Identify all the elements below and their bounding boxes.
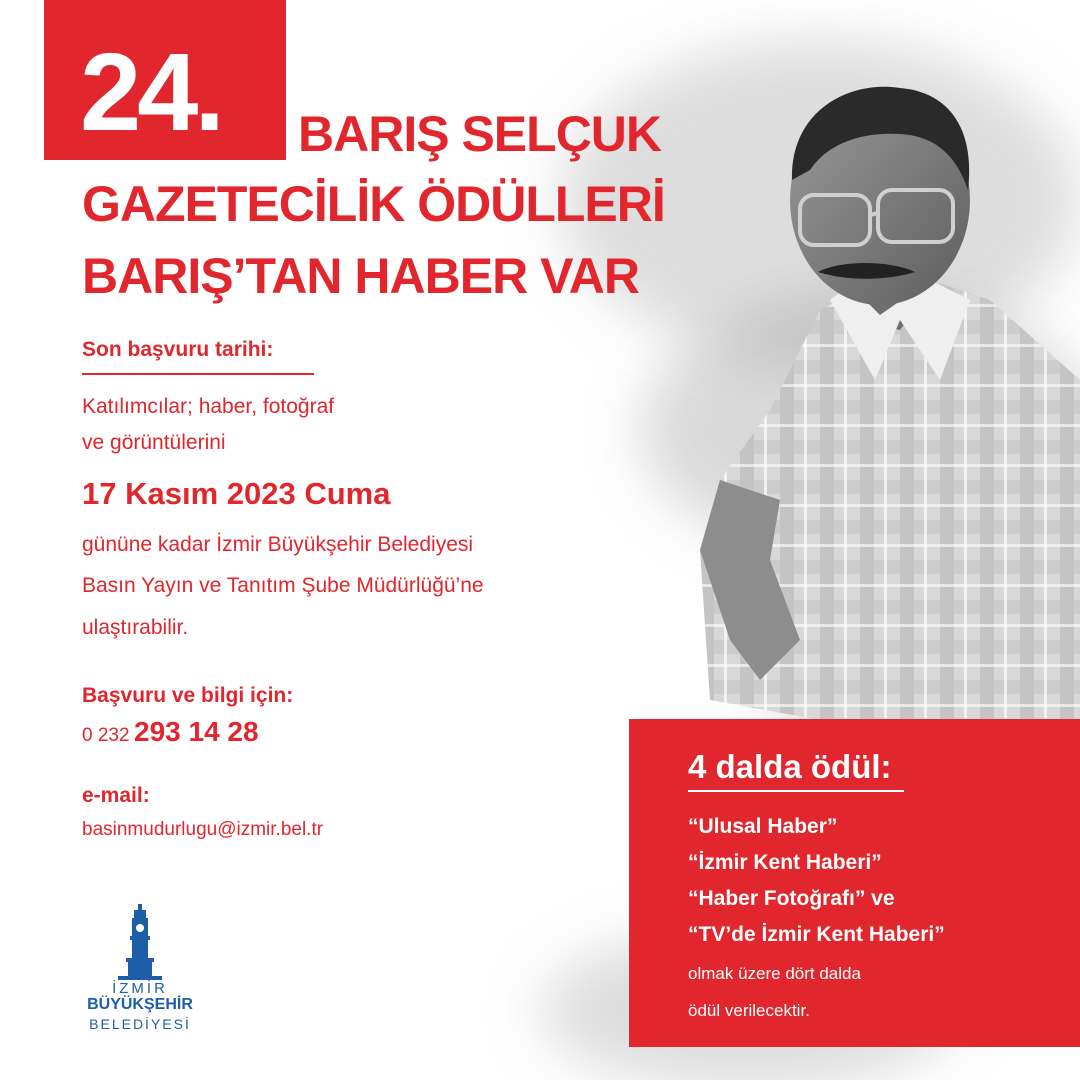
logo-text-2: BÜYÜKŞEHİR [87,996,193,1013]
logo-text-3: BELEDİYESİ [89,1016,191,1032]
deadline-text-4: Basın Yayın ve Tanıtım Şube Müdürlüğü’ne [82,574,484,597]
award-item: “TV’de İzmir Kent Haberi” [688,923,945,946]
deadline-text-5: ulaştırabilir. [82,616,189,639]
divider [82,373,314,375]
title-line-2: GAZETECİLİK ÖDÜLLERİ [82,176,665,232]
email-label: e-mail: [82,784,150,807]
deadline-text-1: Katılımcılar; haber, fotoğraf [82,395,335,418]
awards-footer-1: olmak üzere dört dalda [688,964,861,983]
awards-footer-2: ödül verilecektir. [688,1001,810,1020]
email-link[interactable]: basinmudurlugu@izmir.bel.tr [82,819,324,840]
contact-label: Başvuru ve bilgi için: [82,684,294,707]
awards-title: 4 dalda ödül: [688,748,892,785]
edition-number: 24. [80,31,221,154]
phone-prefix: 0 232 [82,725,130,746]
award-item: “Ulusal Haber” [688,815,838,838]
logo-text-1: İZMİR [112,980,168,997]
title-line-1: BARIŞ SELÇUK [298,106,662,162]
portrait-photo [700,80,1080,720]
phone [82,716,259,748]
deadline-text-2: ve görüntülerini [82,431,226,454]
award-item: “İzmir Kent Haberi” [688,851,882,874]
awards-divider [688,790,904,792]
title-line-3: BARIŞ’TAN HABER VAR [82,248,639,304]
phone-number: 293 14 28 [134,716,259,747]
deadline-label: Son başvuru tarihi: [82,338,274,361]
deadline-date: 17 Kasım 2023 Cuma [82,476,391,511]
award-item: “Haber Fotoğrafı” ve [688,887,895,910]
clock-tower-icon [112,904,168,980]
deadline-text-3: gününe kadar İzmir Büyükşehir Belediyesi [82,533,474,556]
